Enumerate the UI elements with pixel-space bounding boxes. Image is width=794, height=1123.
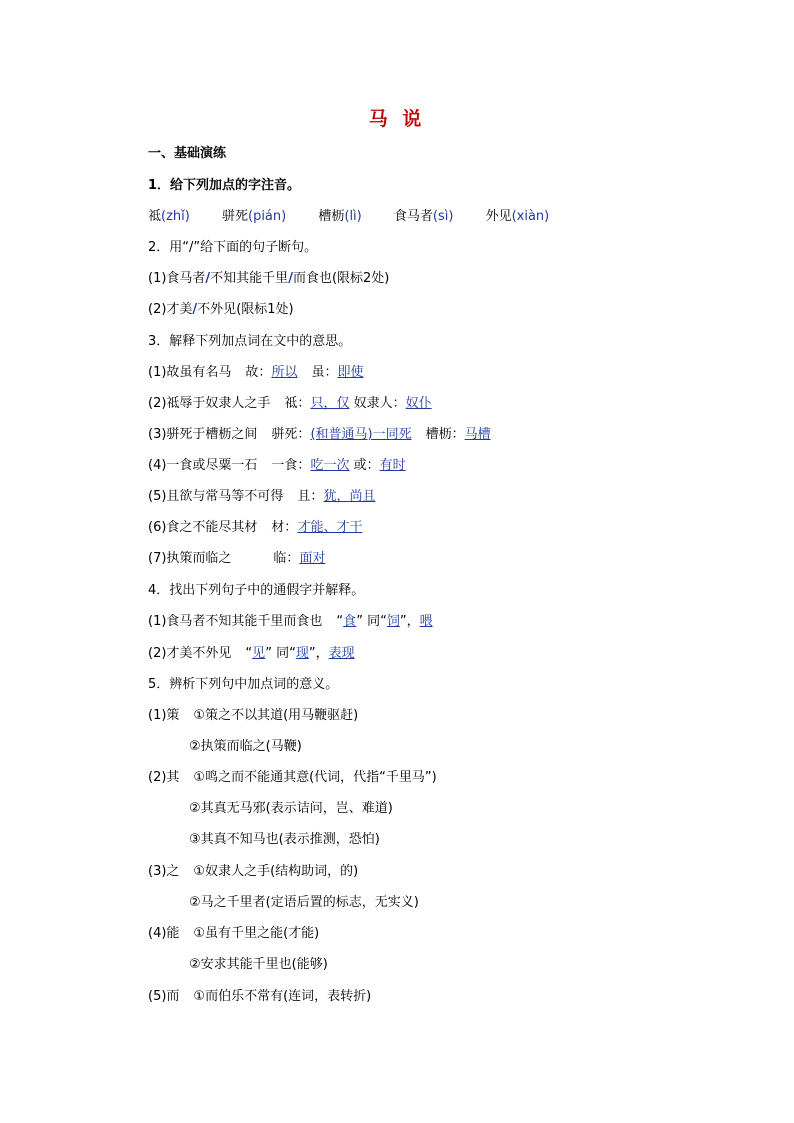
answer: (和普通马)一同死 — [310, 427, 412, 442]
word-label: (2)其 — [148, 770, 180, 785]
item-pinyin: (xiàn) — [511, 209, 550, 224]
usage-text: ③其真不知马也(表示推测，恐怕) — [189, 832, 380, 847]
sentence-part: 不知其能千里 — [210, 271, 289, 286]
item-word: 外见 — [485, 209, 512, 224]
question-5-line — [148, 988, 371, 1006]
question-4-stem: 4．找出下列句子中的通假字并解释。 — [148, 583, 365, 598]
question-5-line — [148, 863, 358, 881]
answer: 才能、才干 — [297, 520, 363, 535]
answer: 所以 — [271, 365, 298, 380]
item-pinyin: (lì) — [344, 209, 362, 224]
variant-char: 食 — [343, 614, 357, 629]
word-label: (1)策 — [148, 708, 180, 723]
row-sentence: (5)且欲与常马等不可得 — [148, 489, 284, 504]
question-3-row-6 — [148, 519, 362, 537]
question-5-line — [189, 800, 393, 818]
same-as: 同 — [367, 614, 381, 629]
answer: 犹，尚且 — [323, 489, 376, 504]
question-5-line — [189, 956, 328, 974]
question-2-sentence-1 — [148, 270, 389, 288]
item-word: 祗 — [148, 209, 162, 224]
question-3-stem: 3．解释下列加点词在文中的意思。 — [148, 334, 352, 349]
section-heading: 一、基础演练 — [148, 146, 227, 161]
note: (限标2处) — [331, 271, 390, 286]
question-5-line — [148, 707, 358, 725]
item-word: 食马者 — [393, 209, 433, 224]
word-label: (3)之 — [148, 864, 180, 879]
row-sentence: (6)食之不能尽其材 — [148, 520, 258, 535]
key-word: 骈死： — [271, 427, 311, 442]
row-sentence: (1)食马者不知其能千里而食也 — [148, 614, 323, 629]
row-sentence: (2)祗辱于奴隶人之手 — [148, 396, 271, 411]
question-3-row-5 — [148, 488, 375, 506]
sentence-part: 不外见 — [197, 302, 237, 317]
item-pinyin: (zhǐ) — [161, 209, 190, 224]
key-word: 虽： — [311, 365, 338, 380]
key-word: 临： — [273, 551, 300, 566]
item-pinyin: (sì) — [432, 209, 454, 224]
variant-char: 见 — [252, 646, 266, 661]
sentence-part: (2)才美 — [148, 302, 193, 317]
key-word: 一食： — [271, 458, 311, 473]
answer: 面对 — [299, 551, 326, 566]
question-4-row-1: (1)食马者不知其能千里而食也 “食” 同“饲”，喂 — [148, 614, 433, 629]
key-word: 奴隶人： — [353, 396, 406, 411]
question-5-line — [189, 738, 302, 756]
answer: 即使 — [337, 365, 364, 380]
note: (限标1处) — [236, 302, 294, 317]
usage-text: ②执策而临之(马鞭) — [189, 739, 302, 754]
question-5-line — [189, 831, 380, 849]
question-1-stem: 1．给下列加点的字注音。 — [148, 178, 301, 193]
meaning: 表现 — [328, 646, 355, 661]
question-1-items — [148, 208, 549, 226]
question-4-row-2: (2)才美不外见 “见” 同“现”，表现 — [148, 646, 355, 661]
answer: 马槽 — [464, 427, 491, 442]
question-5-line — [148, 769, 437, 787]
slash-mark: / — [288, 271, 293, 286]
question-2-sentence-2 — [148, 301, 294, 319]
key-word: 或： — [353, 458, 380, 473]
answer: 吃一次 — [310, 458, 350, 473]
usage-text: ②其真无马邪(表示诘问，岂、难道) — [189, 801, 393, 816]
usage-text: ①虽有千里之能(才能) — [193, 926, 320, 941]
question-2-stem: 2．用“/”给下面的句子断句。 — [148, 240, 318, 255]
word-label: (5)而 — [148, 989, 180, 1004]
original-char: 饲 — [386, 614, 400, 629]
usage-text: ①策之不以其道(用马鞭驱赶) — [193, 708, 359, 723]
key-word: 且： — [297, 489, 324, 504]
original-char: 现 — [295, 646, 309, 661]
answer: 奴仆 — [405, 396, 432, 411]
sentence-part: (1)食马者 — [148, 271, 206, 286]
key-word: 槽枥： — [425, 427, 465, 442]
question-3-row-2 — [148, 395, 432, 413]
usage-text: ②马之千里者(定语后置的标志，无实义) — [189, 895, 419, 910]
answer: 只，仅 — [310, 396, 350, 411]
word-label: (4)能 — [148, 926, 180, 941]
row-sentence: (1)故虽有名马 — [148, 365, 232, 380]
question-3-row-3 — [148, 426, 491, 444]
row-sentence: (2)才美不外见 — [148, 646, 232, 661]
document-title: 马 说 — [368, 108, 426, 130]
item-pinyin: (pián) — [248, 209, 287, 224]
row-sentence: (7)执策而临之 — [148, 551, 232, 566]
sentence-part: 而食也 — [292, 271, 332, 286]
usage-text: ②安求其能千里也(能够) — [189, 957, 328, 972]
meaning: 喂 — [419, 614, 433, 629]
same-as: 同 — [276, 646, 290, 661]
item-word: 骈死 — [221, 209, 248, 224]
question-5-line — [148, 925, 319, 943]
slash-mark: / — [192, 302, 198, 317]
key-word: 材： — [271, 520, 298, 535]
question-5-line — [189, 894, 419, 912]
question-3-row-7 — [148, 550, 325, 568]
question-5-stem: 5．辨析下列句中加点词的意义。 — [148, 677, 339, 692]
question-3-row-1 — [148, 364, 363, 382]
slash-mark: / — [205, 271, 211, 286]
usage-text: ①奴隶人之手(结构助词，的) — [193, 864, 359, 879]
row-sentence: (4)一食或尽粟一石 — [148, 458, 258, 473]
key-word: 故： — [245, 365, 272, 380]
item-word: 槽枥 — [318, 209, 345, 224]
question-3-row-4 — [148, 457, 406, 475]
row-sentence: (3)骈死于槽枥之间 — [148, 427, 258, 442]
answer: 有时 — [379, 458, 406, 473]
usage-text: ①而伯乐不常有(连词，表转折) — [193, 989, 372, 1004]
usage-text: ①鸣之而不能通其意(代词，代指“千里马”) — [193, 770, 437, 785]
key-word: 祗： — [284, 396, 311, 411]
